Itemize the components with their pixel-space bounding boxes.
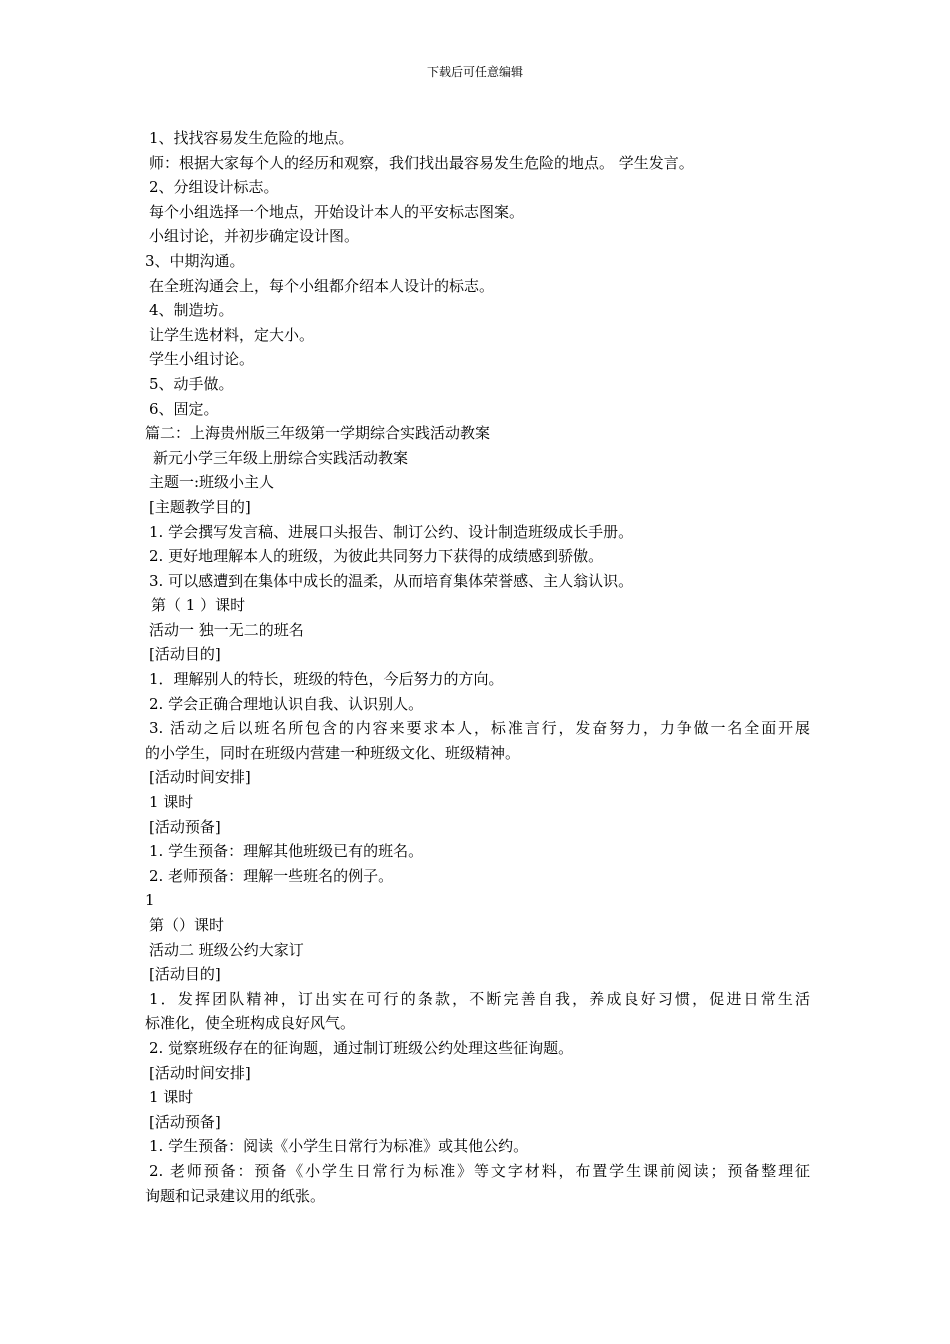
text-line: [活动目的] [149,645,221,664]
text-line: 1. 学生预备：阅读《小学生日常行为标准》或其他公约。 [149,1137,529,1156]
text-line: 标准化，使全班构成良好风气。 [145,1014,356,1033]
page-number: 1 [145,891,155,910]
text-line: 1. 学生预备：理解其他班级已有的班名。 [149,842,424,861]
text-line: 2. 觉察班级存在的征询题，通过制订班级公约处理这些征询题。 [149,1038,574,1057]
text-line: 小组讨论，并初步确定设计图。 [149,227,360,246]
activity-title: 活动二 班级公约大家订 [149,940,304,959]
text-line: 2. 学会正确合理地认识自我、认识别人。 [149,694,424,713]
text-line: 3. 可以感遭到在集体中成长的温柔，从而培育集体荣誉感、主人翁认识。 [149,571,634,590]
text-line: 让学生选材料，定大小。 [149,325,315,344]
text-line: [活动预备] [149,1112,221,1131]
text-line: [活动时间安排] [149,768,251,787]
text-line: 4、制造坊。 [149,301,234,320]
lesson-heading: 第（）课时 [149,916,225,934]
text-line: [活动时间安排] [149,1063,251,1082]
text-line: 1 课时 [149,1088,194,1107]
text-line: 学生小组讨论。 [149,350,255,369]
text-line: 询题和记录建议用的纸张。 [145,1186,326,1205]
text-line: 1、找找容易发生危险的地点。 [149,129,354,147]
text-line: 师：根据大家每个人的经历和观察，我们找出最容易发生危险的地点。 学生发言。 [149,153,694,172]
text-line: [活动目的] [149,965,221,984]
text-line: 3、中期沟通。 [145,251,245,270]
text-line: 1．理解别人的特长，班级的特色，今后努力的方向。 [149,670,504,689]
text-line: 每个小组选择一个地点，开始设计本人的平安标志图案。 [149,202,525,221]
text-line: 1. 学会撰写发言稿、进展口头报告、制订公约、设计制造班级成长手册。 [149,522,634,541]
text-line: 2. 老师预备：理解一些班名的例子。 [149,866,394,885]
text-line: [活动预备] [149,817,221,836]
document-body [145,126,810,1208]
text-line: 5、动手做。 [149,374,234,393]
text-line: 3. 活动之后以班名所包含的内容来要求本人，标准言行，发奋努力，力争做一名全面开展 [149,719,810,738]
page-header: 下载后可任意编辑 [426,65,523,79]
text-line: 2. 老师预备：预备《小学生日常行为标准》等文字材料，布置学生课前阅读；预备整理征 [149,1161,810,1180]
text-line: 2、分组设计标志。 [149,178,279,197]
lesson-heading: 第（ 1 ）课时 [151,596,246,615]
text-line: 在全班沟通会上，每个小组都介绍本人设计的标志。 [149,276,495,295]
text-line: [主题教学目的] [149,497,251,516]
document-title: 新元小学三年级上册综合实践活动教案 [153,448,409,467]
text-line: 6、固定。 [149,399,219,418]
section-title: 篇二：上海贵州版三年级第一学期综合实践活动教案 [145,424,491,443]
text-line: 1．发挥团队精神，订出实在可行的条款，不断完善自我，养成良好习惯，促进日常生活 [149,989,810,1008]
text-line: 2. 更好地理解本人的班级，为彼此共同努力下获得的成绩感到骄傲。 [149,547,604,566]
text-line: 1 课时 [149,793,194,812]
text-line: 的小学生，同时在班级内营建一种班级文化、班级精神。 [145,743,521,762]
activity-title: 活动一 独一无二的班名 [149,620,304,639]
theme-title: 主题一:班级小主人 [149,473,275,492]
